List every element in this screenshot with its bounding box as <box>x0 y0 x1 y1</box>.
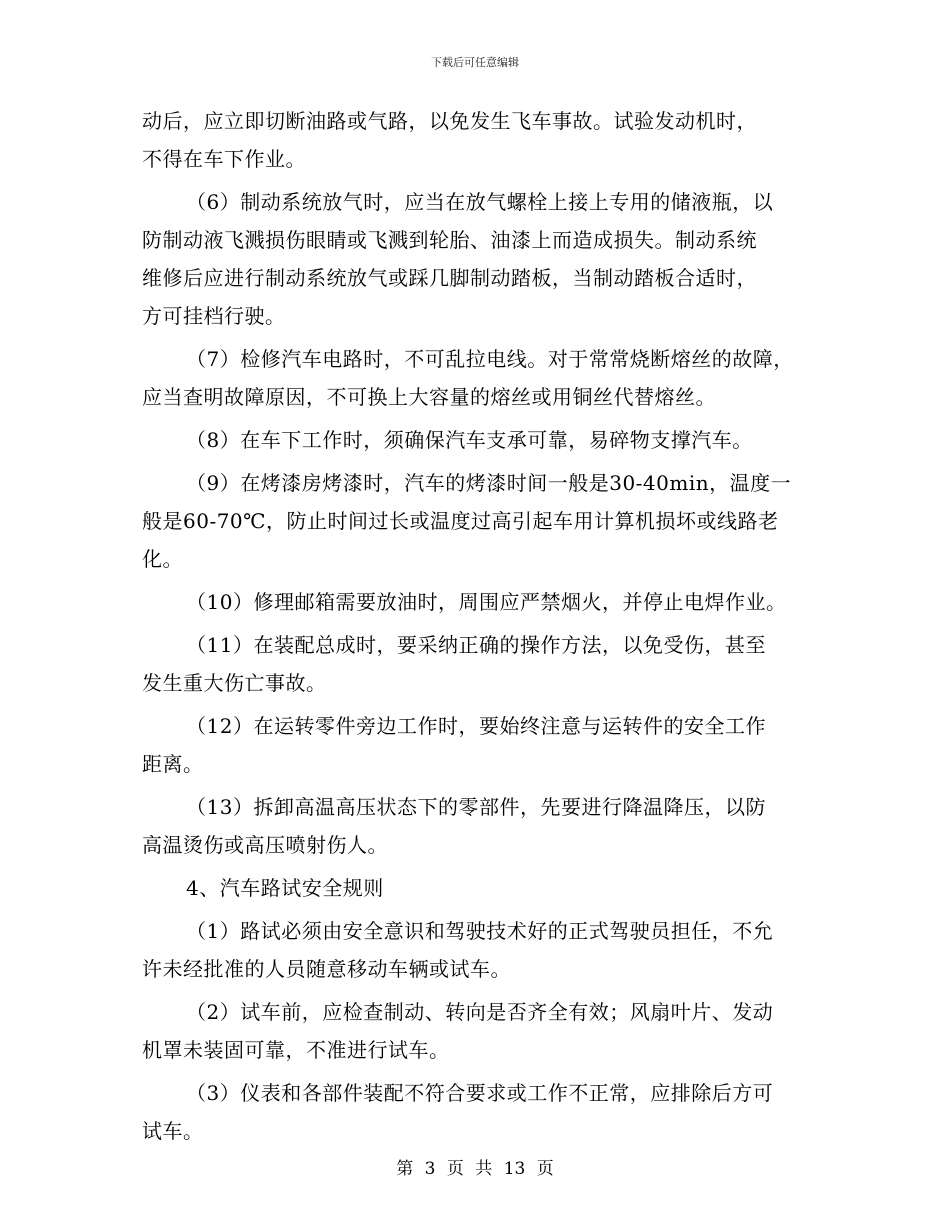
text-line: 许未经批准的人员随意移动车辆或试车。 <box>142 957 511 981</box>
text-line: 高温烫伤或高压喷射伤人。 <box>142 833 388 857</box>
text-line: （12）在运转零件旁边工作时，要始终注意与运转件的安全工作 <box>186 714 766 738</box>
text-line: 防制动液飞溅损伤眼睛或飞溅到轮胎、油漆上而造成损失。制动系统 <box>142 228 757 252</box>
page-header: 下载后可任意编辑 <box>431 56 519 69</box>
text-line: （1）路试必须由安全意识和驾驶技术好的正式驾驶员担任，不允 <box>186 919 774 943</box>
text-line: 应当查明故障原因，不可换上大容量的熔丝或用铜丝代替熔丝。 <box>142 385 716 409</box>
text-line: 试车。 <box>142 1119 204 1143</box>
text-line: 机罩未装固可靠，不准进行试车。 <box>142 1038 450 1062</box>
text-line: 维修后应进行制动系统放气或踩几脚制动踏板，当制动踏板合适时， <box>142 266 757 290</box>
text-line: （2）试车前，应检查制动、转向是否齐全有效；风扇叶片、发动 <box>186 1000 774 1024</box>
text-line: （8）在车下工作时，须确保汽车支承可靠，易碎物支撑汽车。 <box>186 428 753 452</box>
text-line: （11）在装配总成时，要采纳正确的操作方法，以免受伤，甚至 <box>186 633 766 657</box>
text-line: （13）拆卸高温高压状态下的零部件，先要进行降温降压，以防 <box>186 795 766 819</box>
page-footer: 第 3 页 共 13 页 <box>396 1159 554 1179</box>
text-line: （9）在烤漆房烤漆时，汽车的烤漆时间一般是30-40min，温度一 <box>186 471 792 495</box>
text-line: 方可挂档行驶。 <box>142 304 286 328</box>
text-line: 化。 <box>142 547 183 571</box>
text-line: （7）检修汽车电路时，不可乱拉电线。对于常常烧断熔丝的故障， <box>186 347 794 371</box>
text-line: 发生重大伤亡事故。 <box>142 671 327 695</box>
text-line: 距离。 <box>142 752 204 776</box>
text-line: 动后，应立即切断油路或气路，以免发生飞车事故。试验发动机时， <box>142 109 757 133</box>
text-line: 4、汽车路试安全规则 <box>186 876 384 900</box>
text-line: 不得在车下作业。 <box>142 147 306 171</box>
text-line: （6）制动系统放气时，应当在放气螺栓上接上专用的储液瓶，以 <box>186 190 774 214</box>
text-line: （3）仪表和各部件装配不符合要求或工作不正常，应排除后方可 <box>186 1081 774 1105</box>
text-line: 般是60-70℃，防止时间过长或温度过高引起车用计算机损坏或线路老 <box>142 509 779 533</box>
text-line: （10）修理邮箱需要放油时，周围应严禁烟火，并停止电焊作业。 <box>186 590 787 614</box>
